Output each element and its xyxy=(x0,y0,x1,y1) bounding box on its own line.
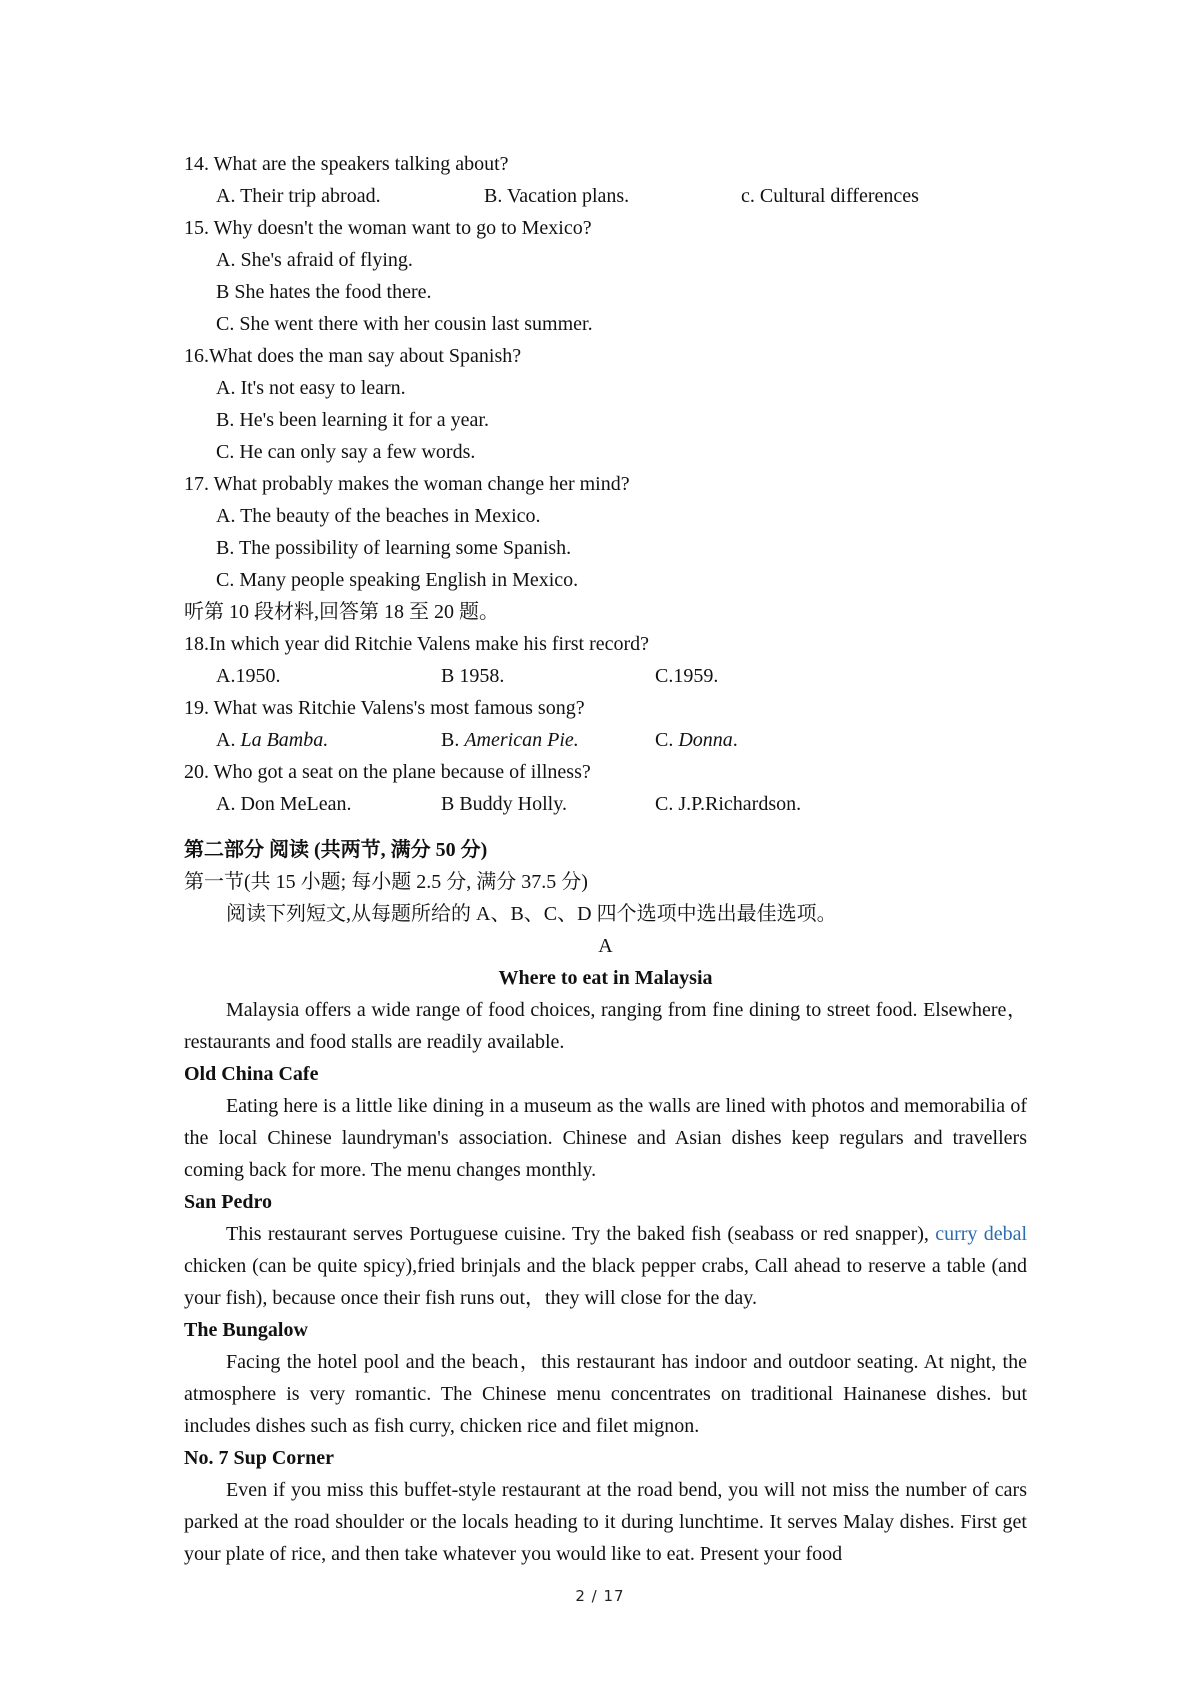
question-19-options xyxy=(184,724,1027,756)
song-title: Donna xyxy=(678,729,733,751)
passage-title: Where to eat in Malaysia xyxy=(498,967,713,989)
reading-instruction: 阅读下列短文,从每题所给的 A、B、C、D 四个选项中选出最佳选项。 xyxy=(226,903,837,925)
option-b: B 1958. xyxy=(441,665,505,687)
restaurant-heading: San Pedro xyxy=(184,1191,272,1213)
question-17: 17. What probably makes the woman change her mind? xyxy=(184,473,630,495)
question-15: 15. Why doesn't the woman want to go to Mexico? xyxy=(184,217,592,239)
option-b: B. Vacation plans. xyxy=(484,185,630,207)
intro-paragraph: Malaysia offers a wide range of food choices, ranging from fine dining to street food. Elsewhere，restaurants and food stalls are readily available. xyxy=(184,999,1027,1053)
option-c: c. Cultural differences xyxy=(741,185,919,207)
text-segment: This restaurant serves Portuguese cuisine. Try the baked fish (seabass or red snapper), xyxy=(226,1223,936,1245)
listening-instruction: 听第 10 段材料,回答第 18 至 20 题。 xyxy=(184,601,499,623)
song-title: American Pie. xyxy=(464,729,579,751)
option-b: B. The possibility of learning some Spanish. xyxy=(216,537,572,559)
section-title: 第一节(共 15 小题; 每小题 2.5 分, 满分 37.5 分) xyxy=(184,871,588,893)
option-b: B Buddy Holly. xyxy=(441,793,567,815)
option-suffix: . xyxy=(732,729,738,751)
part-title: 第二部分 阅读 (共两节, 满分 50 分) xyxy=(184,839,488,861)
page-number: 2 / 17 xyxy=(575,1587,625,1605)
option-prefix: A. xyxy=(216,729,241,751)
text-segment: chicken (can be quite spicy),fried brinjals and the black pepper crabs, Call ahead to reserve a table (and your fish), because once their fish runs out，they will close for the day. xyxy=(184,1255,1027,1309)
option-a xyxy=(216,724,441,756)
option-a: A. She's afraid of flying. xyxy=(216,249,413,271)
restaurant-heading: No. 7 Sup Corner xyxy=(184,1447,335,1469)
restaurant-description: Even if you miss this buffet-style restaurant at the road bend, you will not miss the number of cars parked at the road shoulder or the locals heading to it during lunchtime. It serves Malay dishes. First get your plate of rice, and then take whatever you would like to eat. Present your food xyxy=(184,1479,1027,1565)
question-14: 14. What are the speakers talking about? xyxy=(184,153,509,175)
option-c: C. He can only say a few words. xyxy=(216,441,476,463)
restaurant-heading: The Bungalow xyxy=(184,1319,308,1341)
option-prefix: C. xyxy=(655,729,679,751)
curry-debal-link[interactable]: curry debal xyxy=(935,1223,1028,1245)
option-c: C. J.P.Richardson. xyxy=(655,793,802,815)
option-c: C. She went there with her cousin last summer. xyxy=(216,313,593,335)
option-a: A.1950. xyxy=(216,665,281,687)
song-title: La Bamba. xyxy=(240,729,329,751)
restaurant-description: Facing the hotel pool and the beach，this restaurant has indoor and outdoor seating. At night, the atmosphere is very romantic. The Chinese menu concentrates on traditional Hainanese dishes. but includes dishes such as fish curry, chicken rice and filet mignon. xyxy=(184,1351,1027,1437)
option-a: A. Don MeLean. xyxy=(216,793,352,815)
option-prefix: B. xyxy=(441,729,465,751)
option-b: B She hates the food there. xyxy=(216,281,432,303)
question-20: 20. Who got a seat on the plane because of illness? xyxy=(184,761,591,783)
option-a: A. The beauty of the beaches in Mexico. xyxy=(216,505,541,527)
question-18: 18.In which year did Ritchie Valens make his first record? xyxy=(184,633,650,655)
passage-letter: A xyxy=(598,935,613,957)
question-20-options xyxy=(184,788,1027,820)
question-14-options xyxy=(184,180,1027,212)
option-c: C. Many people speaking English in Mexico. xyxy=(216,569,579,591)
page-content xyxy=(184,148,1027,1570)
question-18-options xyxy=(184,660,1027,692)
option-a: A. Their trip abroad. xyxy=(216,185,381,207)
restaurant-description: Eating here is a little like dining in a museum as the walls are lined with photos and memorabilia of the local Chinese laundryman's association. Chinese and Asian dishes keep regulars and travellers coming back for more. The menu changes monthly. xyxy=(184,1095,1027,1181)
restaurant-heading: Old China Cafe xyxy=(184,1063,319,1085)
option-b xyxy=(441,724,655,756)
restaurant-description xyxy=(184,1218,1027,1314)
option-a: A. It's not easy to learn. xyxy=(216,377,406,399)
question-19: 19. What was Ritchie Valens's most famous song? xyxy=(184,697,585,719)
option-c: C.1959. xyxy=(655,665,719,687)
option-c xyxy=(655,724,1027,756)
question-16: 16.What does the man say about Spanish? xyxy=(184,345,522,367)
option-b: B. He's been learning it for a year. xyxy=(216,409,489,431)
